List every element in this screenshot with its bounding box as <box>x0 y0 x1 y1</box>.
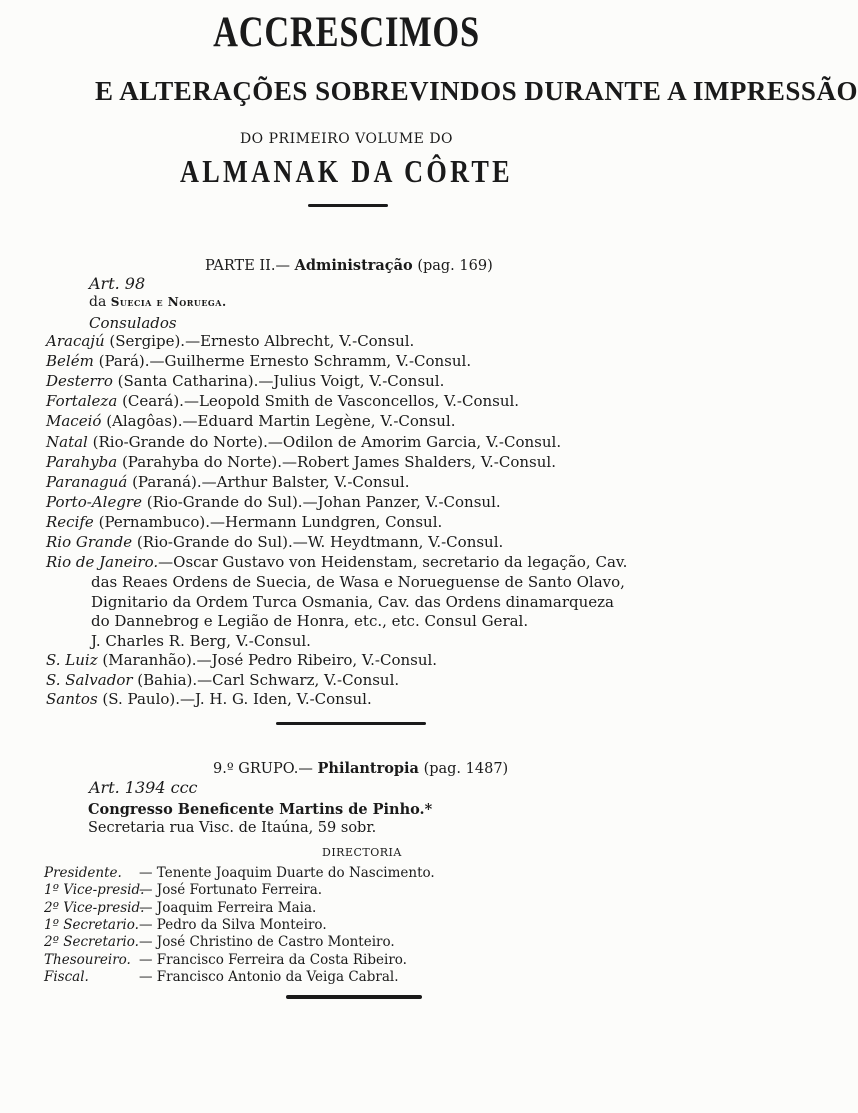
consul-text: (Parahyba do Norte).—Robert James Shalders, V.-Consul. <box>121 452 556 471</box>
group9-article-text: Art. 1394 ccc <box>89 778 198 797</box>
consul-text: (Maranhão).—José Pedro Ribeiro, V.-Consul. <box>102 651 438 669</box>
consul-entry <box>46 372 444 390</box>
board-name: — Francisco Antonio da Veiga Cabral. <box>139 968 399 985</box>
consul-text: (Alagôas).—Eduard Martin Legène, V.-Consul. <box>106 412 456 431</box>
board-row <box>44 952 407 968</box>
consul-entry <box>46 332 414 350</box>
consul-place: Paranaguá <box>46 472 128 491</box>
board-row <box>44 934 395 950</box>
consul-entry <box>46 513 442 531</box>
consul-place: Parahyba <box>46 452 118 471</box>
part2-heading-title: Administração <box>294 257 413 274</box>
board-role: Fiscal. <box>44 968 89 985</box>
board-row <box>44 865 435 881</box>
board-name: — José Fortunato Ferreira. <box>139 882 323 899</box>
country-name: Suecia e Noruega. <box>110 295 227 309</box>
board-role: 2º Secretario. <box>44 934 139 951</box>
board-row <box>44 882 322 898</box>
consul-text: (Pernambuco).—Hermann Lundgren, Consul. <box>98 512 443 531</box>
rio-line-3: do Dannebrog e Legião de Honra, etc., etc. Consul Geral. <box>91 612 529 630</box>
consul-text: (Rio-Grande do Sul).—W. Heydtmann, V.-Consul. <box>136 533 504 551</box>
rio-place: Rio de Janeiro. <box>46 553 159 571</box>
group9-heading-title: Philantropia <box>317 760 419 777</box>
consul-entry <box>46 433 561 451</box>
board-name: — Pedro da Silva Monteiro. <box>139 916 327 933</box>
country-prefix: da <box>89 294 107 310</box>
consul-place: Maceió <box>46 412 102 431</box>
consul-place: Porto-Alegre <box>46 492 142 511</box>
consul-text: (Paraná).—Arthur Balster, V.-Consul. <box>132 472 410 491</box>
board-name: — Joaquim Ferreira Maia. <box>139 899 317 916</box>
rio-text-0: —Oscar Gustavo von Heidenstam, secretario da legação, Cav. <box>158 553 628 571</box>
consul-text: (Santa Catharina).—Julius Voigt, V.-Consul. <box>117 372 445 391</box>
footer-rule <box>286 995 422 999</box>
header-rule <box>308 204 388 207</box>
consul-place: Santos <box>46 690 98 708</box>
consul-place: Recife <box>46 512 94 531</box>
board-row <box>44 900 316 916</box>
consul-text: (Sergipe).—Ernesto Albrecht, V.-Consul. <box>109 332 415 350</box>
board-name: — José Christino de Castro Monteiro. <box>139 934 395 951</box>
board-row <box>44 969 398 985</box>
group9-heading-prefix: 9.º GRUPO.— <box>213 761 313 777</box>
consul-place: Fortaleza <box>46 392 118 411</box>
consul-text: (Rio-Grande do Sul).—Johan Panzer, V.-Consul. <box>146 492 501 511</box>
board-role: 1º Secretario. <box>44 916 139 933</box>
consul-text: (Pará).—Guilherme Ernesto Schramm, V.-Consul. <box>98 352 472 371</box>
section-rule <box>276 722 426 725</box>
consul-place: S. Salvador <box>46 670 133 689</box>
consul-entry <box>46 690 372 708</box>
consul-text: (S. Paulo).—J. H. G. Iden, V.-Consul. <box>102 690 372 708</box>
country-line <box>89 294 227 310</box>
consul-place: Desterro <box>46 372 113 391</box>
board-name: — Francisco Ferreira da Costa Ribeiro. <box>139 951 407 968</box>
consul-entry <box>46 533 503 551</box>
consul-entry <box>46 412 455 430</box>
part2-article <box>89 274 145 293</box>
part2-heading-page: (pag. 169) <box>417 258 493 274</box>
society-name: Congresso Beneficente Martins de Pinho.* <box>88 801 433 818</box>
main-title: ACCRESCIMOS <box>213 9 480 56</box>
consul-place: Aracajú <box>46 332 105 350</box>
consul-entry <box>46 671 399 689</box>
consul-place: Rio Grande <box>46 533 133 551</box>
consul-entry <box>46 352 471 370</box>
consul-entry <box>46 392 519 410</box>
rio-line-2: Dignitario da Ordem Turca Osmania, Cav. das Ordens dinamarqueza <box>91 593 614 611</box>
consul-entry <box>46 493 501 511</box>
consul-place: Belém <box>46 352 94 371</box>
rio-line-0 <box>46 553 627 571</box>
consul-text: (Ceará).—Leopold Smith de Vasconcellos, V.-Consul. <box>122 392 520 411</box>
consulados-text: Consulados <box>89 314 177 332</box>
consul-entry <box>46 473 409 491</box>
part2-heading <box>205 257 493 274</box>
group9-heading <box>213 760 508 777</box>
group9-heading-page: (pag. 1487) <box>423 761 509 777</box>
part2-heading-prefix: PARTE II.— <box>205 258 290 274</box>
almanak-title: ALMANAK DA CÔRTE <box>180 153 513 189</box>
board-role: 1º Vice-presid. <box>44 882 145 899</box>
consul-text: (Bahia).—Carl Schwarz, V.-Consul. <box>137 670 400 689</box>
article-label: Art. 98 <box>89 274 146 293</box>
consul-place: Natal <box>46 432 88 451</box>
rio-line-4: J. Charles R. Berg, V.-Consul. <box>91 632 311 650</box>
society-address: Secretaria rua Visc. de Itaúna, 59 sobr. <box>88 820 377 836</box>
group9-article <box>89 778 198 797</box>
board-row <box>44 917 327 933</box>
consulados-label <box>89 314 177 332</box>
directoria-label: DIRECTORIA <box>322 846 402 859</box>
consul-entry <box>46 453 556 471</box>
subtitle: E ALTERAÇÕES SOBREVINDOS DURANTE A IMPRESSÃO <box>95 76 858 106</box>
rio-line-1: das Reaes Ordens de Suecia, de Wasa e Norueguense de Santo Olavo, <box>91 573 625 591</box>
board-role: Presidente. <box>44 865 122 881</box>
board-name: — Tenente Joaquim Duarte do Nascimento. <box>139 865 435 881</box>
board-role: 2º Vice-presid. <box>44 899 145 916</box>
board-role: Thesoureiro. <box>44 951 131 968</box>
consul-place: S. Luiz <box>46 651 98 669</box>
consul-entry <box>46 651 437 669</box>
consul-text: (Rio-Grande do Norte).—Odilon de Amorim Garcia, V.-Consul. <box>92 432 562 451</box>
volume-line: DO PRIMEIRO VOLUME DO <box>239 131 454 147</box>
